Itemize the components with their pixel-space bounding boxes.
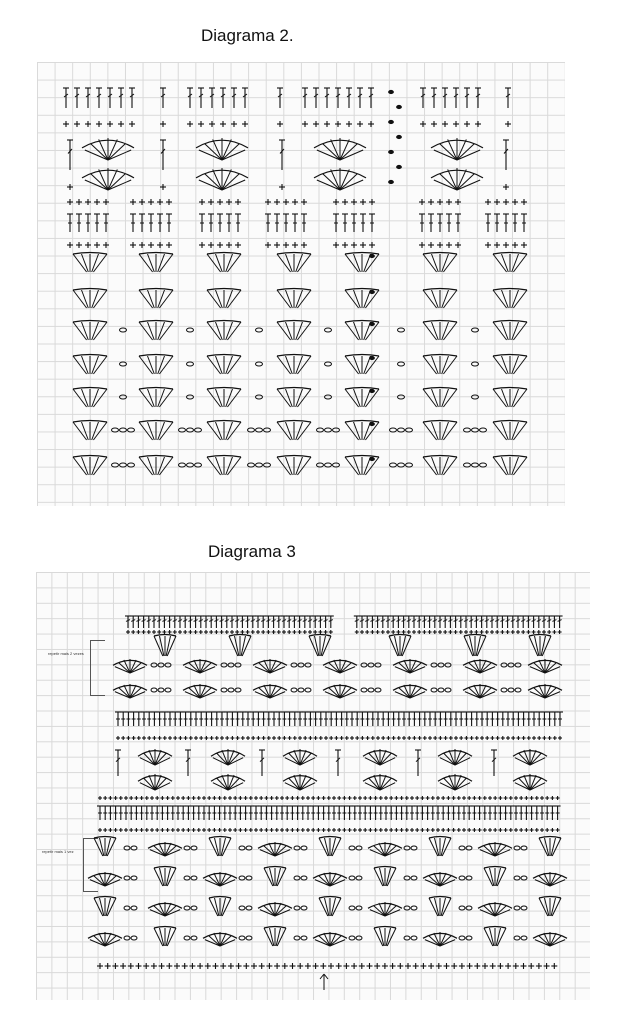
diagram3-symbols: [88, 616, 567, 969]
diagram2-title: Diagrama 2.: [201, 26, 294, 45]
repeat-note-once: repetir mais 1 vez: [42, 849, 74, 854]
start-arrow-icon: [320, 974, 328, 990]
diagram3-title: Diagrama 3: [208, 542, 296, 561]
diagram2-symbols: [63, 88, 527, 475]
repeat-note-twice: repetir mais 2 vezes: [48, 651, 84, 656]
